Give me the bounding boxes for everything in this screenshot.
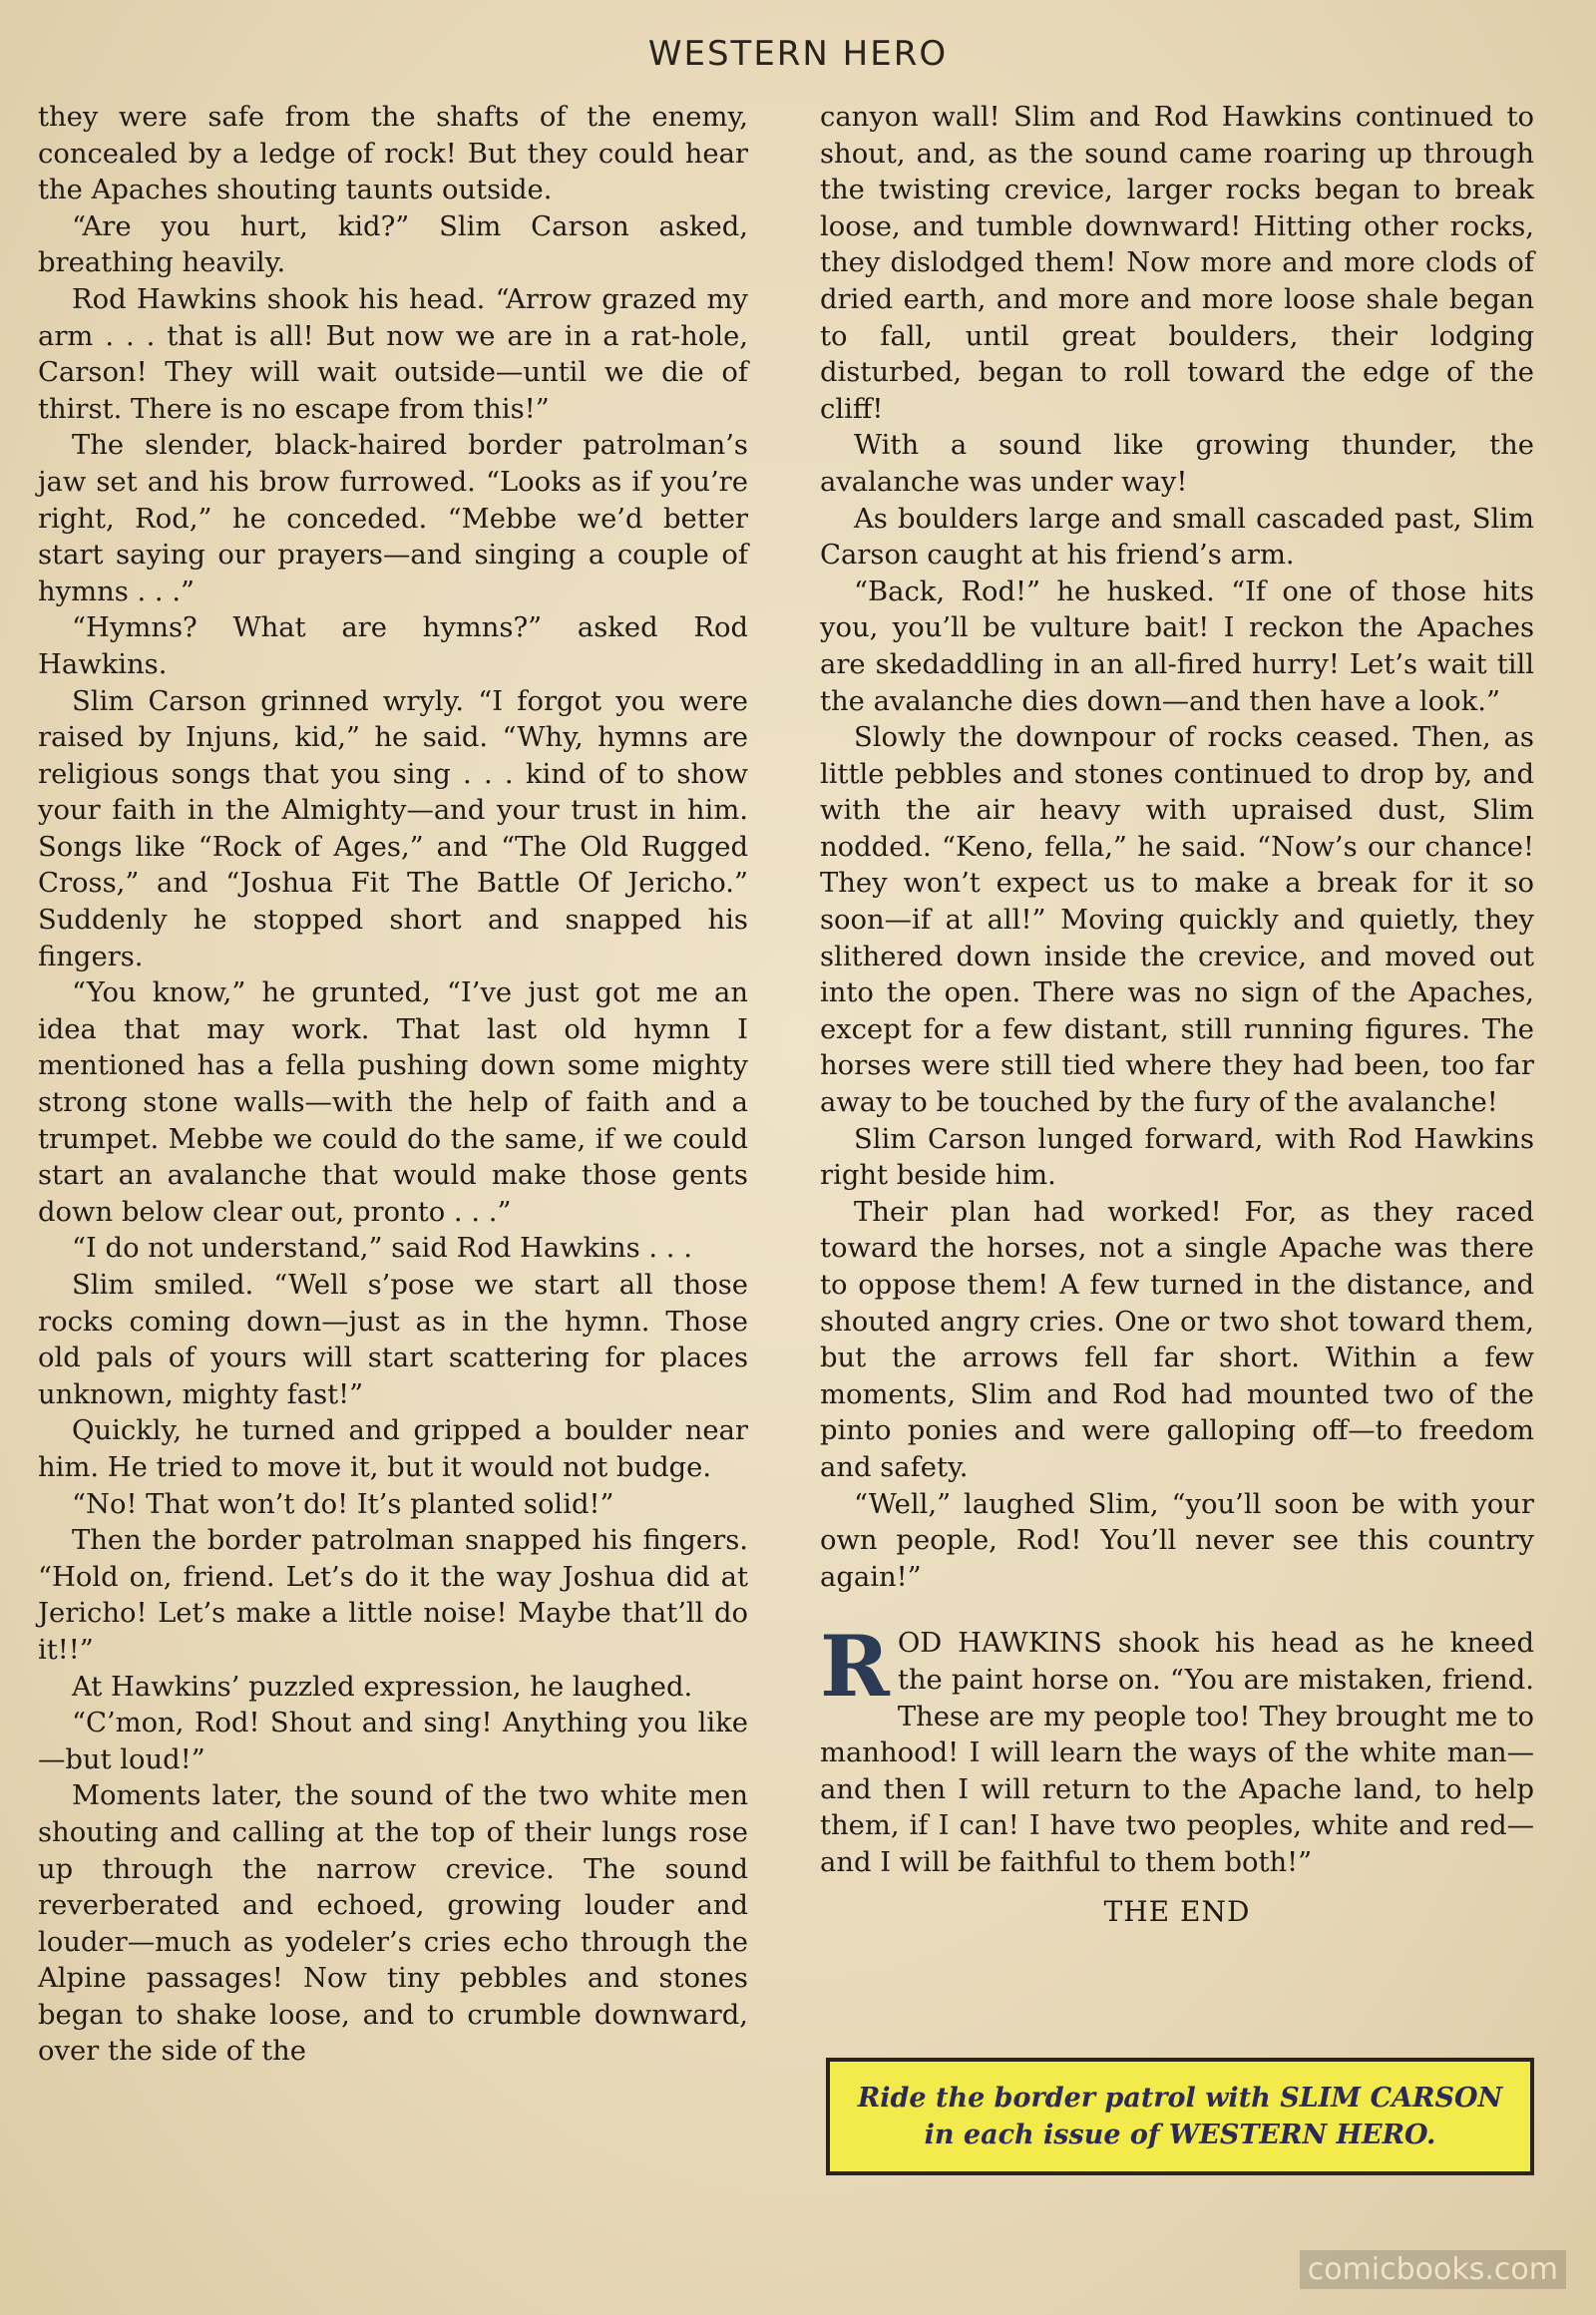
paragraph: Slowly the downpour of rocks ceased. Then, as little pebbles and stones continued to drop by, and with the air heavy with upraised dust, Slim nodded. “Keno, fella,” he said. “Now’s our chance! They won’t expect us to make a break for it so soon—if at all!” Moving quickly and quietly, they slithered down inside the crevice, and moved out into the open. There was no sign of the Apaches, except for a few distant, still running figures. The horses were still tied where they had been, too far away to be touched by the fury of the avalanche! [820, 722, 1534, 1119]
running-title: WESTERN HERO [647, 34, 949, 74]
paragraph: Moments later, the sound of the two white men shouting and calling at the top of their lungs rose up through the narrow crevice. The sound reverberated and echoed, growing louder and louder—much as yodeler’s cries echo through the Alpine passages! Now tiny pebbles and stones began to shake loose, and to crumble downward, over the side of the [38, 1780, 748, 2068]
paragraph: Rod Hawkins shook his head. “Arrow grazed my arm . . . that is all! But now we are in a rat-hole, Carson! They will wait outside—until we die of thirst. There is no escape from this!” [38, 283, 748, 425]
paragraph: “No! That won’t do! It’s planted solid!” [72, 1488, 614, 1520]
paragraph: As boulders large and small cascaded past, Slim Carson caught at his friend’s arm. [820, 503, 1534, 572]
paragraph: Their plan had worked! For, as they raced toward the horses, not a single Apache was there to oppose them! A few turned in the distance, and shouted angry cries. One or two shot toward them, but the arrows fell far short. Within a few moments, Slim and Rod had mounted two of the pinto ponies and were galloping off—to freedom and safety. [820, 1196, 1534, 1483]
paragraph: Slim Carson grinned wryly. “I forgot you were raised by Injuns, kid,” he said. “Why, hymns are religious songs that you sing . . . kind of to show your faith in the Almighty—and your trust in him. Songs like “Rock of Ages,” and “The Old Rugged Cross,” and “Joshua Fit The Battle Of Jericho.” Suddenly he stopped short and snapped his fingers. [38, 685, 748, 972]
paragraph: “C’mon, Rod! Shout and sing! Anything you like—but loud!” [38, 1708, 748, 1775]
final-paragraph-text: OD HAWKINS shook his head as he kneed the paint horse on. “You are mistaken, friend. These are my people too! They brought me to manhood! I will learn the ways of the white man—and then I will return to the Apache land, to help them, if I can! I have two peoples, white and red—and I will be faithful to them both!” [820, 1628, 1534, 1878]
left-column [38, 100, 748, 2071]
paragraph: The slender, black-haired border patrolman’s jaw set and his brow furrowed. “Looks as if you’re right, Rod,” he conceded. “Mebbe we’d better start saying our prayers—and singing a couple of hymns . . .” [38, 430, 748, 607]
paragraph: canyon wall! Slim and Rod Hawkins continued to shout, and, as the sound came roaring up through the twisting crevice, larger rocks began to break loose, and tumble downward! Hitting other rocks, they dislodged them! Now more and more clods of dried earth, and more and more loose shale began to fall, until great boulders, their lodging disturbed, began to roll toward the edge of the cliff! [820, 102, 1534, 425]
watermark: comicbooks.com [1300, 2250, 1566, 2289]
final-paragraph [820, 1617, 1534, 1881]
drop-cap: R [820, 1617, 890, 1717]
paragraph: With a sound like growing thunder, the avalanche was under way! [820, 430, 1534, 498]
the-end-label: THE END [1103, 1894, 1251, 1928]
paragraph: “Back, Rod!” he husked. “If one of those hits you, you’ll be vulture bait! I reckon the Apaches are skedaddling in an all-fired hurry! Let’s wait till the avalanche dies down—and then have a look.” [820, 576, 1534, 717]
paragraph: Quickly, he turned and gripped a boulder near him. He tried to move it, but it would not budge. [38, 1415, 748, 1483]
paragraph: “I do not understand,” said Rod Hawkins . . . [72, 1233, 692, 1265]
paragraph: “You know,” he grunted, “I’ve just got me an idea that may work. That last old hymn I mentioned has a fella pushing down some mighty strong stone walls—with the help of faith and a trumpet. Mebbe we could do the same, if we could start an avalanche that would make those gents down below clear out, pronto . . .” [38, 977, 748, 1228]
right-column [820, 100, 1534, 1930]
paragraph: Slim smiled. “Well s’pose we start all those rocks coming down—just as in the hymn. Those old pals of yours will start scattering for places unknown, mighty fast!” [38, 1270, 748, 1410]
paragraph: “Are you hurt, kid?” Slim Carson asked, breathing heavily. [38, 210, 748, 279]
paragraph: At Hawkins’ puzzled expression, he laughed. [72, 1671, 693, 1703]
promo-text: Ride the border patrol with SLIM CARSON in each issue of WESTERN HERO. [857, 2083, 1503, 2150]
paragraph: “Hymns? What are hymns?” asked Rod Hawkins. [38, 612, 748, 680]
paragraph: Slim Carson lunged forward, with Rod Hawkins right beside him. [820, 1123, 1534, 1192]
paragraph: Then the border patrolman snapped his fingers. “Hold on, friend. Let’s do it the way Joshua did at Jericho! Let’s make a little noise! Maybe that’ll do it!!” [38, 1525, 748, 1666]
promo-box [826, 2058, 1534, 2175]
paragraph: “Well,” laughed Slim, “you’ll soon be with your own people, Rod! You’ll never see this country again!” [820, 1488, 1534, 1593]
paragraph: they were safe from the shafts of the enemy, concealed by a ledge of rock! But they could hear the Apaches shouting taunts outside. [38, 102, 748, 206]
